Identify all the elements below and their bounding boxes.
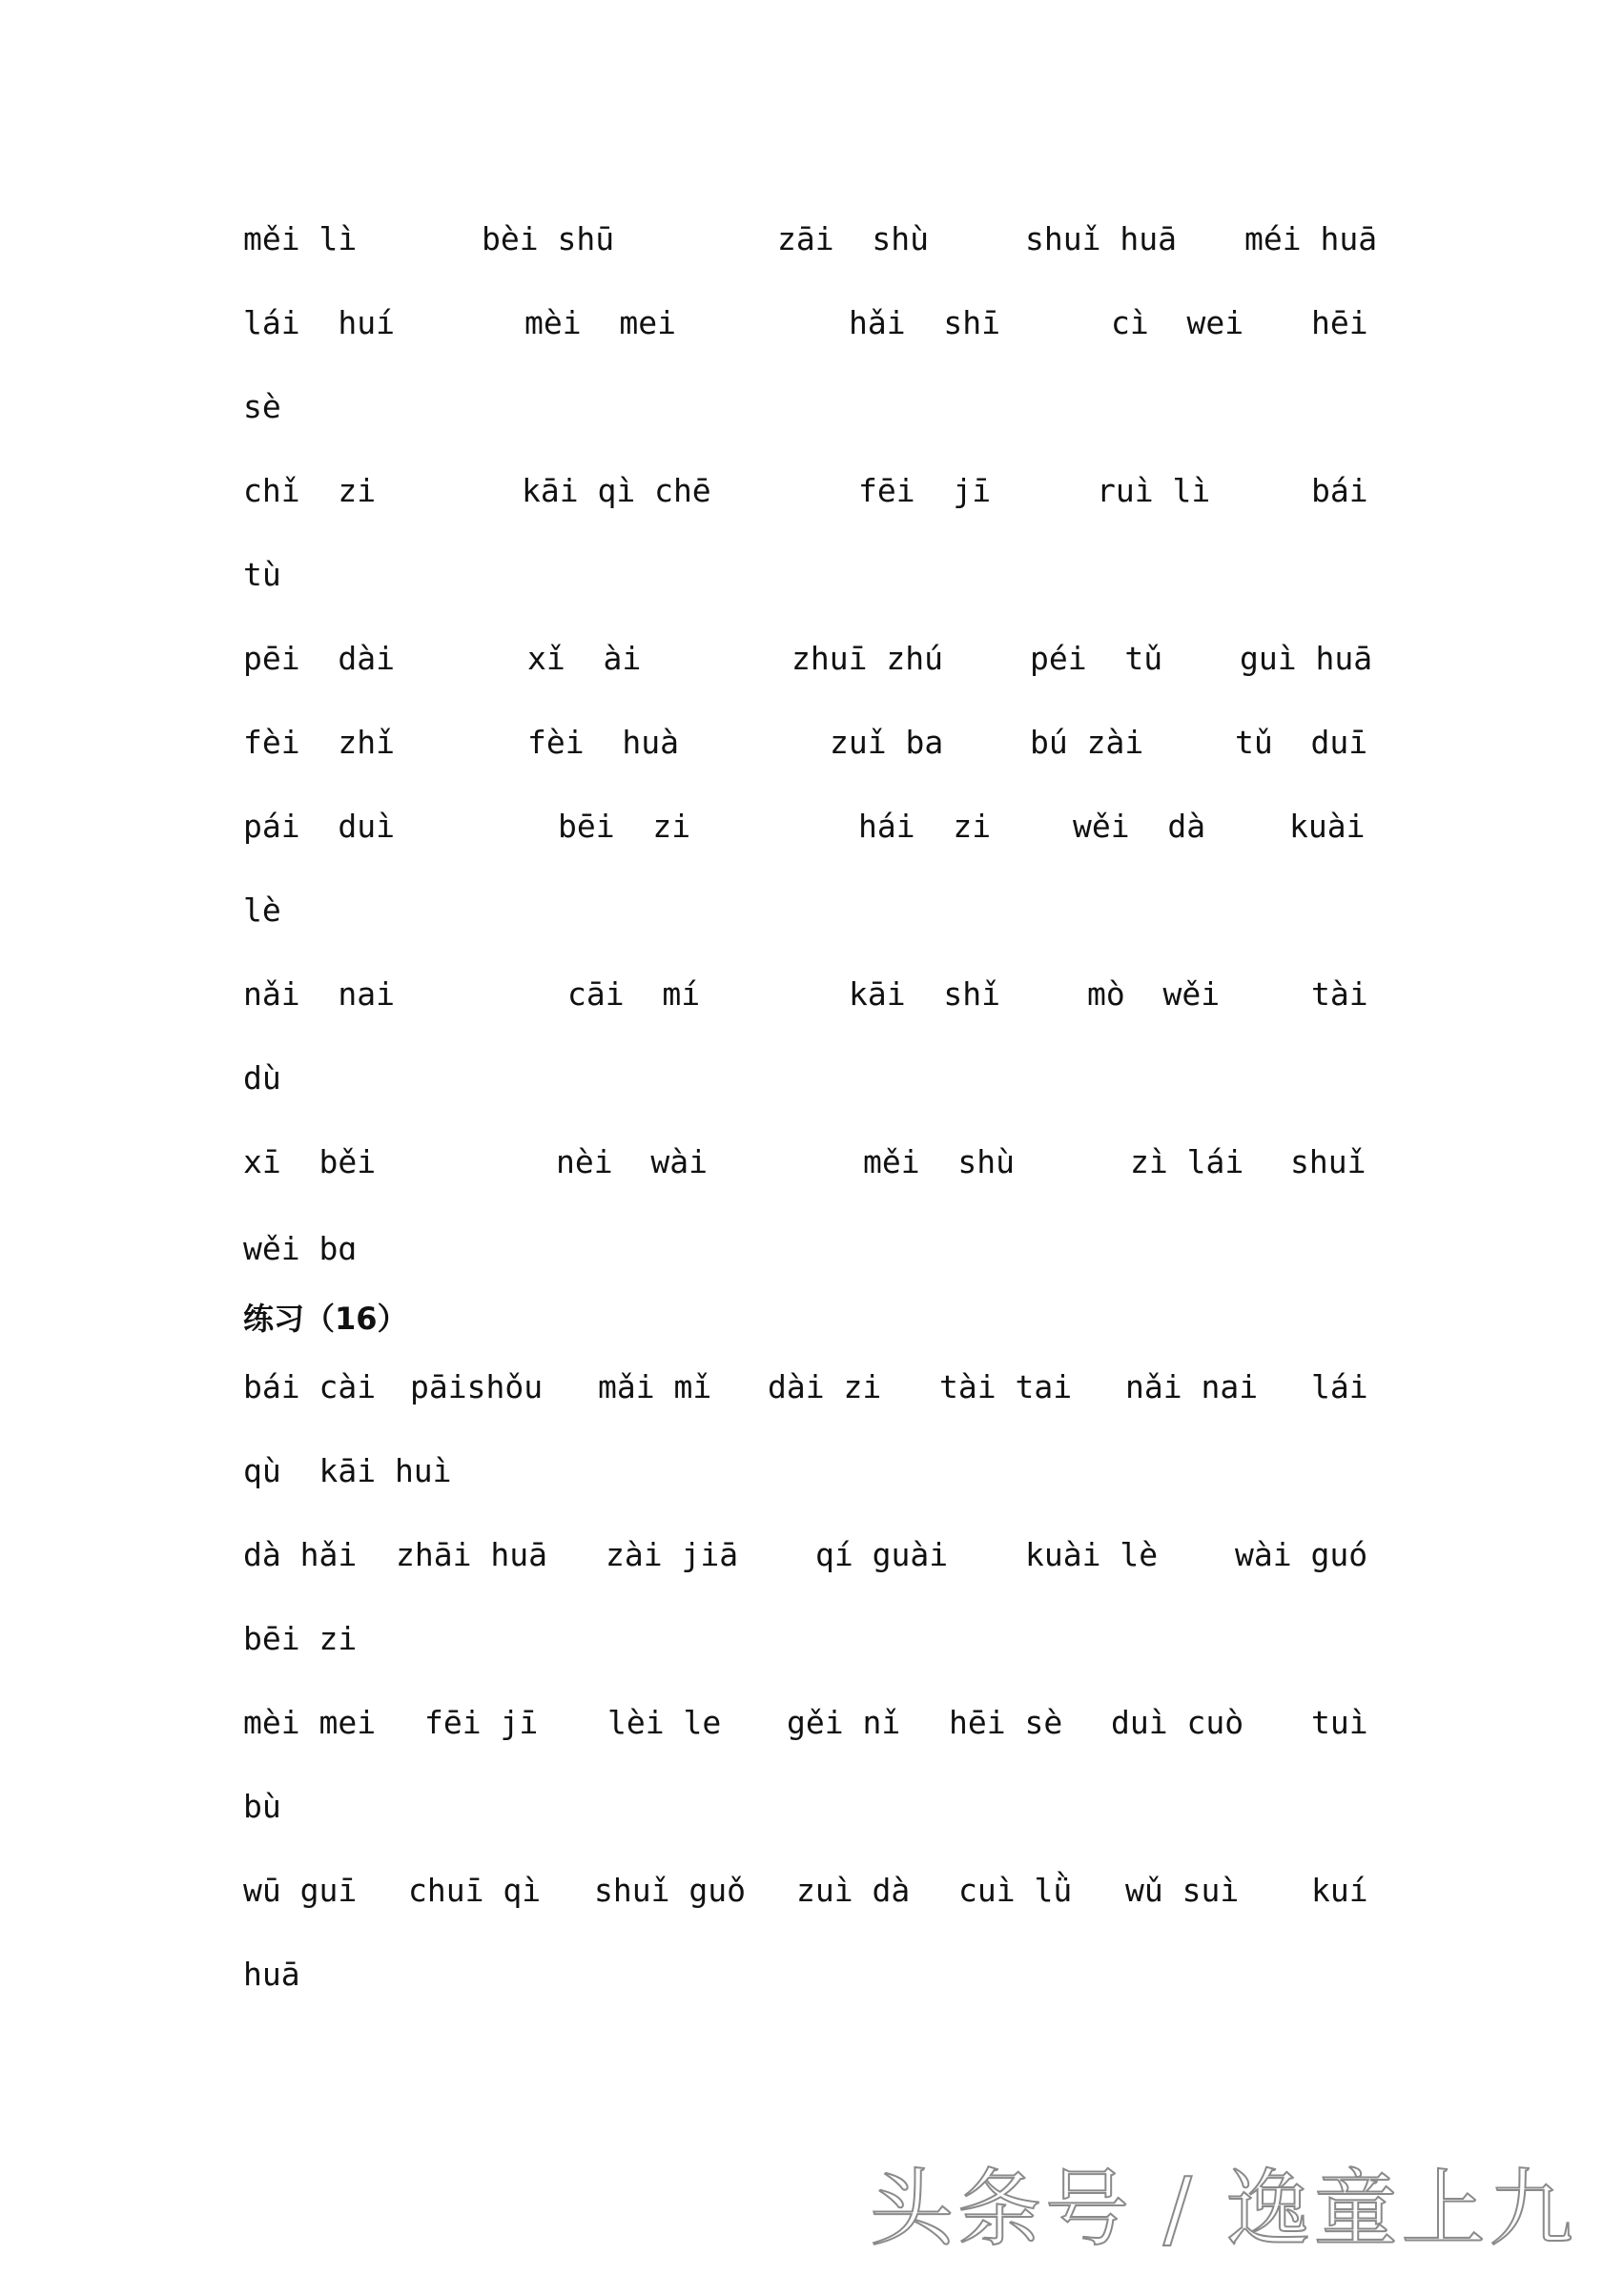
pinyin-word: péi tǔ <box>1030 640 1163 677</box>
pinyin-word: měi lì <box>243 220 358 257</box>
pinyin-word: dà hǎi <box>243 1536 358 1573</box>
pinyin-word: nǎi nai <box>1125 1368 1259 1405</box>
pinyin-word: wū guī <box>243 1872 358 1909</box>
pinyin-line <box>243 1363 1368 1411</box>
pinyin-word: zhuī zhú <box>791 640 943 677</box>
section-heading: 练习（16） <box>243 1301 408 1337</box>
pinyin-word: fèi huà <box>527 724 679 761</box>
pinyin-word: mèi mei <box>243 1704 377 1741</box>
pinyin-word: kuài lè <box>1025 1536 1159 1573</box>
pinyin-word: duì cuò <box>1111 1704 1244 1741</box>
pinyin-word: pāishǒu <box>410 1368 544 1405</box>
pinyin-word: méi huā <box>1244 220 1378 257</box>
pinyin-word: dài zi <box>768 1368 882 1405</box>
pinyin-line <box>243 299 1368 347</box>
pinyin-word: sè <box>243 388 281 425</box>
pinyin-word: zài jiā <box>606 1536 739 1573</box>
pinyin-word: chuī qì <box>408 1872 542 1909</box>
pinyin-word: tù <box>243 556 281 593</box>
pinyin-word: hái zi <box>858 808 992 845</box>
pinyin-word: wǔ suì <box>1125 1872 1240 1909</box>
pinyin-word: bēi zi <box>243 1620 358 1657</box>
pinyin-word: qù kāi huì <box>243 1452 452 1489</box>
pinyin-word: měi shù <box>863 1143 1015 1180</box>
pinyin-line <box>243 1867 1368 1915</box>
pinyin-word: nǎi nai <box>243 975 395 1013</box>
pinyin-word: hēi <box>1311 304 1368 341</box>
pinyin-line <box>243 551 1368 599</box>
pinyin-line <box>243 215 1378 263</box>
pinyin-word: zāi shù <box>777 220 929 257</box>
pinyin-word: wěi dà <box>1073 808 1206 845</box>
pinyin-line <box>243 1447 1368 1495</box>
pinyin-word: qí guài <box>815 1536 949 1573</box>
pinyin-word: bù <box>243 1788 281 1825</box>
pinyin-word: ruì lì <box>1097 472 1211 509</box>
pinyin-word: huā <box>243 1956 300 1993</box>
pinyin-word: zuì dà <box>796 1872 911 1909</box>
pinyin-word: lè <box>243 892 281 929</box>
pinyin-word: cuì lǜ <box>958 1872 1073 1909</box>
pinyin-line <box>243 1138 1368 1186</box>
pinyin-word: guì huā <box>1240 640 1373 677</box>
pinyin-line <box>243 383 1368 431</box>
pinyin-word: kuí <box>1311 1872 1368 1909</box>
pinyin-line <box>243 1531 1368 1579</box>
pinyin-word: kuài <box>1289 808 1366 845</box>
pinyin-word: pēi dài <box>243 640 395 677</box>
pinyin-word: fèi zhǐ <box>243 724 395 761</box>
pinyin-line <box>243 1615 1368 1663</box>
pinyin-line <box>243 971 1368 1018</box>
pinyin-line <box>243 1699 1368 1747</box>
pinyin-word: mǎi mǐ <box>598 1368 712 1405</box>
pinyin-line <box>243 719 1368 767</box>
pinyin-word: hēi sè <box>949 1704 1063 1741</box>
pinyin-word: kāi qì chē <box>522 472 711 509</box>
pinyin-word: tài tai <box>939 1368 1073 1405</box>
pinyin-word: zhāi huā <box>396 1536 547 1573</box>
pinyin-line <box>243 1951 1368 1999</box>
pinyin-word: xǐ ài <box>527 640 642 677</box>
pinyin-word: dù <box>243 1059 281 1097</box>
pinyin-word: kāi shǐ <box>849 975 1000 1013</box>
pinyin-line <box>243 887 1368 934</box>
pinyin-word: zuǐ ba <box>830 724 944 761</box>
pinyin-word: cāi mí <box>567 975 701 1013</box>
pinyin-line <box>243 1783 1368 1831</box>
pinyin-line <box>243 635 1373 683</box>
pinyin-word: mèi mei <box>524 304 676 341</box>
pinyin-word: bái cài <box>243 1368 377 1405</box>
pinyin-word: tài <box>1311 975 1368 1013</box>
pinyin-word: lái huí <box>243 304 395 341</box>
pinyin-word: shuǐ guǒ <box>594 1872 746 1909</box>
pinyin-word: fēi jī <box>858 472 992 509</box>
pinyin-line <box>243 1055 1368 1102</box>
pinyin-word: bú zài <box>1030 724 1144 761</box>
pinyin-word: mò wěi <box>1087 975 1221 1013</box>
pinyin-word: lái <box>1311 1368 1368 1405</box>
pinyin-word: shuǐ huā <box>1025 220 1177 257</box>
pinyin-word: lèi le <box>607 1704 722 1741</box>
pinyin-word: zì lái <box>1130 1143 1244 1180</box>
pinyin-word: tuì <box>1311 1704 1368 1741</box>
pinyin-word: fēi jī <box>424 1704 539 1741</box>
pinyin-word: chǐ zi <box>243 472 377 509</box>
pinyin-word: bèi shū <box>482 220 615 257</box>
watermark: 头条号 / 逸童上九 <box>870 2160 1577 2258</box>
pinyin-word: wài guó <box>1235 1536 1368 1573</box>
pinyin-word: cì wei <box>1111 304 1244 341</box>
pinyin-line <box>243 803 1368 851</box>
pinyin-word: hǎi shī <box>849 304 1000 341</box>
pinyin-word: shuǐ <box>1290 1143 1367 1180</box>
pinyin-word: bái <box>1311 472 1368 509</box>
pinyin-word: gěi nǐ <box>787 1704 901 1741</box>
pinyin-word: tǔ duī <box>1235 724 1368 761</box>
pinyin-line <box>243 1225 1368 1273</box>
pinyin-word: pái duì <box>243 808 395 845</box>
pinyin-word: bēi zi <box>558 808 691 845</box>
pinyin-line <box>243 467 1368 515</box>
pinyin-word: xī běi <box>243 1143 377 1180</box>
pinyin-word: nèi wài <box>556 1143 708 1180</box>
pinyin-word: wěi bɑ <box>243 1230 358 1267</box>
